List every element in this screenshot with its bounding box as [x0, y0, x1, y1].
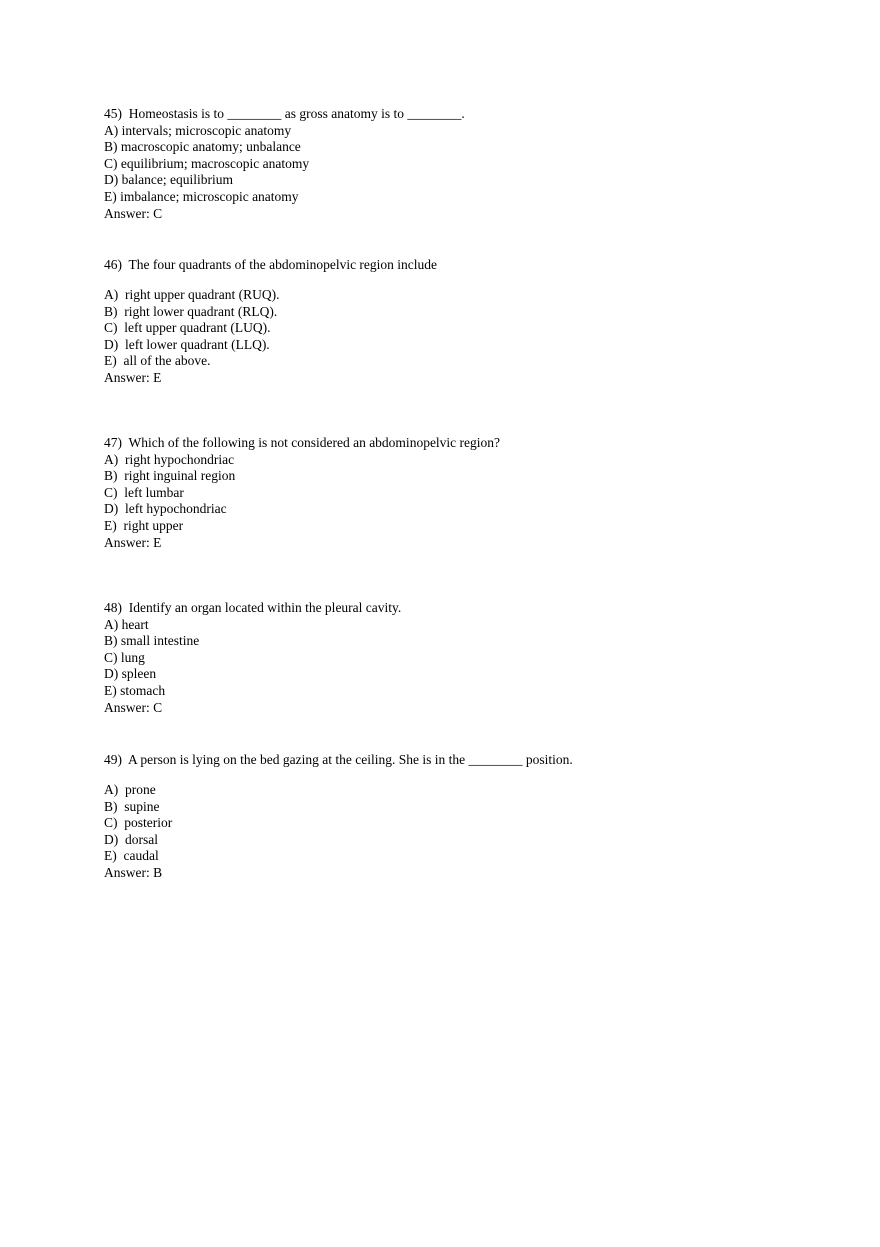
option-c: C) lung [104, 649, 145, 665]
option-d: D) balance; equilibrium [104, 172, 233, 188]
question-stem: 46) The four quadrants of the abdominopelvic region include [104, 257, 438, 272]
option-b: B) macroscopic anatomy; unbalance [104, 139, 301, 155]
question-48 [104, 600, 824, 716]
option-e: E) stomach [104, 682, 166, 698]
option-a: A) heart [104, 616, 149, 632]
question-47 [104, 435, 824, 551]
option-c: C) left lumbar [104, 484, 184, 500]
question-46 [104, 257, 824, 387]
answer-line: Answer: B [104, 865, 163, 881]
option-a: A) right hypochondriac [104, 451, 235, 467]
option-b: B) right inguinal region [104, 468, 236, 484]
option-e: E) all of the above. [104, 353, 211, 369]
option-b: B) small intestine [104, 633, 200, 649]
option-e: E) right upper [104, 517, 184, 533]
answer-line: Answer: C [104, 205, 163, 221]
answer-line: Answer: C [104, 699, 163, 715]
option-e: E) imbalance; microscopic anatomy [104, 188, 299, 204]
option-a: A) right upper quadrant (RUQ). [104, 287, 280, 303]
option-c: C) left upper quadrant (LUQ). [104, 320, 271, 336]
question-45 [104, 106, 824, 222]
spacer [104, 769, 824, 783]
answer-line: Answer: E [104, 370, 162, 386]
option-d: D) spleen [104, 666, 157, 682]
spacer [104, 274, 824, 288]
option-d: D) left hypochondriac [104, 501, 227, 517]
question-stem: 47) Which of the following is not considered an abdominopelvic region? [104, 435, 501, 450]
option-b: B) right lower quadrant (RLQ). [104, 303, 278, 319]
question-stem: 48) Identify an organ located within the pleural cavity. [104, 600, 402, 615]
option-a: A) prone [104, 782, 156, 798]
question-49 [104, 752, 824, 882]
question-stem: 49) A person is lying on the bed gazing at the ceiling. She is in the ________ position. [104, 752, 573, 767]
option-a: A) intervals; microscopic anatomy [104, 122, 292, 138]
option-d: D) dorsal [104, 831, 158, 847]
question-stem: 45) Homeostasis is to ________ as gross anatomy is to ________. [104, 106, 465, 121]
option-e: E) caudal [104, 848, 159, 864]
option-c: C) equilibrium; macroscopic anatomy [104, 155, 310, 171]
answer-line: Answer: E [104, 534, 162, 550]
option-b: B) supine [104, 798, 160, 814]
option-d: D) left lower quadrant (LLQ). [104, 336, 270, 352]
option-c: C) posterior [104, 815, 173, 831]
